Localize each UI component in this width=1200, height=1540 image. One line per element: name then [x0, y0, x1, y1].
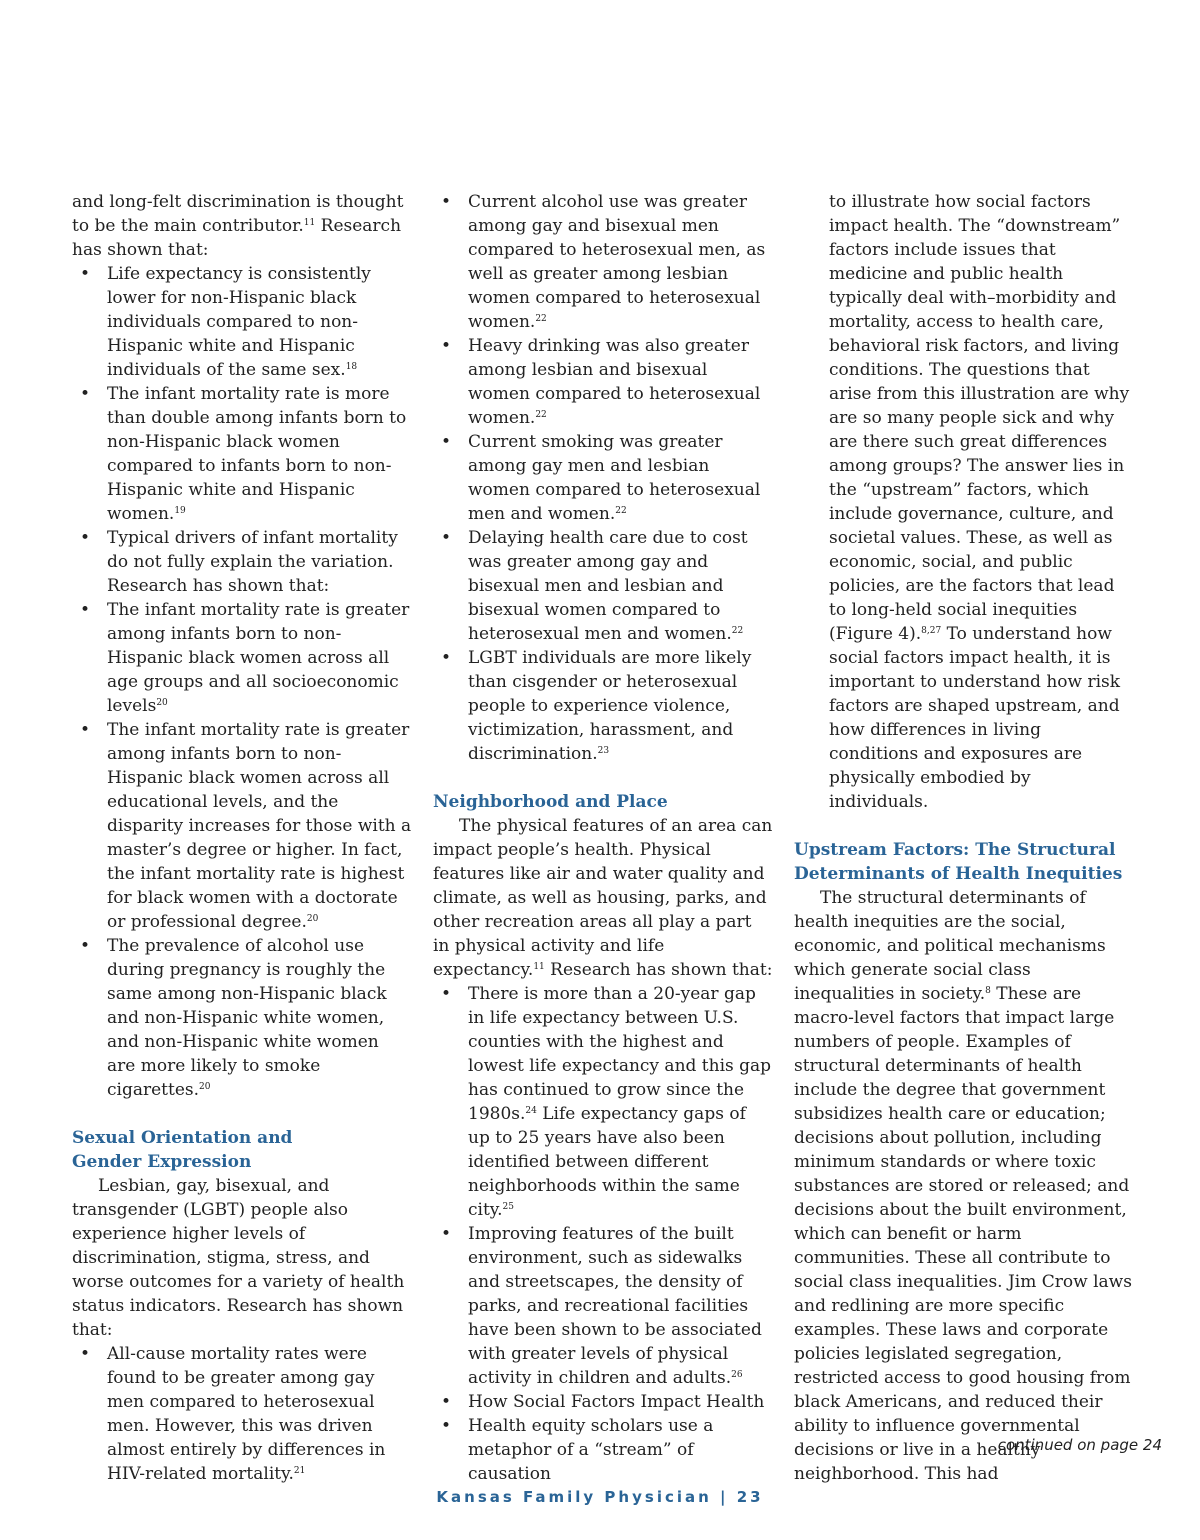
column-2 [433, 190, 773, 1486]
col2-bullet-list-2 [433, 982, 773, 1486]
col2-bullet-list [433, 190, 773, 766]
section-heading-upstream-factors: Upstream Factors: The Structural Determinants of Health Inequities [794, 840, 1123, 884]
list-item: • The infant mortality rate is greater among infants born to non-Hispanic black women across all educational levels, and the disparity increases for those with a master’s degree or higher. In fact, the infant mortality rate is highest for black women with a doctorate or professional degree.$^{20}$ [72, 718, 412, 934]
list-item: • Delaying health care due to cost was greater among gay and bisexual men and lesbian and bisexual women compared to heterosexual men and women.$^{22}$ [433, 526, 773, 646]
list-item: • Heavy drinking was also greater among lesbian and bisexual women compared to heterosexual women.$^{22}$ [433, 334, 773, 430]
col3-paragraph: The structural determinants of health inequities are the social, economic, and political mechanisms which generate social class inequalities in society.$^8$ These are macro-level factors that impact large numbers of people. Examples of structural determinants of health include the degree that government subsidizes health care or education; decisions about pollution, including minimum standards or where toxic substances are stored or released; and decisions about the built environment, which can benefit or harm communities. These all contribute to social class inequalities. Jim Crow laws and redlining are more specific examples. These laws and corporate policies legislated segregation, restricted access to good housing from black Americans, and reduced their ability to influence governmental decisions or live in a healthy neighborhood. This had [794, 888, 1132, 1484]
list-item: • How Social Factors Impact Health [433, 1390, 773, 1414]
column-1 [72, 190, 412, 1486]
list-item: • Typical drivers of infant mortality do not fully explain the variation. Research has shown that: [72, 526, 412, 598]
list-item: • Current alcohol use was greater among gay and bisexual men compared to heterosexual men, as well as greater among lesbian women compared to heterosexual women.$^{22}$ [433, 190, 773, 334]
col1-bullet-list [72, 262, 412, 1102]
col1-paragraph: Lesbian, gay, bisexual, and transgender (LGBT) people also experience higher levels of discrimination, stigma, stress, and worse outcomes for a variety of health status indicators. Research has shown that: [72, 1176, 405, 1340]
list-item: • The infant mortality rate is more than double among infants born to non-Hispanic black women compared to infants born to non-Hispanic white and Hispanic women.$^{19}$ [72, 382, 412, 526]
col1-bullet-list-2 [72, 1342, 412, 1486]
continued-note: continued on page 24 [997, 1436, 1162, 1454]
list-item: • Life expectancy is consistently lower for non-Hispanic black individuals compared to non-Hispanic white and Hispanic individuals of the same sex.$^{18}$ [72, 262, 412, 382]
col3-lead-paragraph: to illustrate how social factors impact health. The “downstream” factors include issues that medicine and public health typically deal with–morbidity and mortality, access to health care, behavioral risk factors, and living conditions. The questions that arise from this illustration are why are so many people sick and why are there such great differences among groups? The answer lies in the “upstream” factors, which include governance, culture, and societal values. These, as well as economic, social, and public policies, are the factors that lead to long-held social inequities (Figure 4).$^{8,27}$ To understand how social factors impact health, it is important to understand how risk factors are shaped upstream, and how differences in living conditions and exposures are physically embodied by individuals. [829, 192, 1130, 812]
list-item: • Health equity scholars use a metaphor of a “stream” of causation [433, 1414, 773, 1486]
list-item: • LGBT individuals are more likely than cisgender or heterosexual people to experience violence, victimization, harassment, and discrimination.$^{23}$ [433, 646, 773, 766]
col2-paragraph: The physical features of an area can impact people’s health. Physical features like air and water quality and climate, as well as housing, parks, and other recreation areas all play a part in physical activity and life expectancy.$^{11}$ Research has shown that: [433, 816, 773, 980]
col1-intro: and long-felt discrimination is thought to be the main contributor.$^{11}$ Research has shown that: [72, 192, 404, 260]
list-item: • Current smoking was greater among gay men and lesbian women compared to heterosexual men and women.$^{22}$ [433, 430, 773, 526]
list-item: • There is more than a 20-year gap in life expectancy between U.S. counties with the highest and lowest life expectancy and this gap has continued to grow since the 1980s.$^{24}$ Life expectancy gaps of up to 25 years have also been identified between different neighborhoods within the same city.$^{25}$ [433, 982, 773, 1222]
section-heading-neighborhood: Neighborhood and Place [433, 792, 668, 812]
section-heading-sexual-orientation: Sexual Orientation and Gender Expression [72, 1128, 293, 1172]
page-footer: Kansas Family Physician | 23 [436, 1488, 764, 1506]
list-item: • Improving features of the built environment, such as sidewalks and streetscapes, the density of parks, and recreational facilities have been shown to be associated with greater levels of physical activity in children and adults.$^{26}$ [433, 1222, 773, 1390]
column-3 [794, 190, 1134, 1486]
list-item: • The infant mortality rate is greater among infants born to non-Hispanic black women across all age groups and all socioeconomic levels$^{20}$ [72, 598, 412, 718]
list-item: • All-cause mortality rates were found to be greater among gay men compared to heterosexual men. However, this was driven almost entirely by differences in HIV-related mortality.$^{21}$ [72, 1342, 412, 1486]
list-item: • The prevalence of alcohol use during pregnancy is roughly the same among non-Hispanic black and non-Hispanic white women, and non-Hispanic white women are more likely to smoke cigarettes.$^{20}$ [72, 934, 412, 1102]
